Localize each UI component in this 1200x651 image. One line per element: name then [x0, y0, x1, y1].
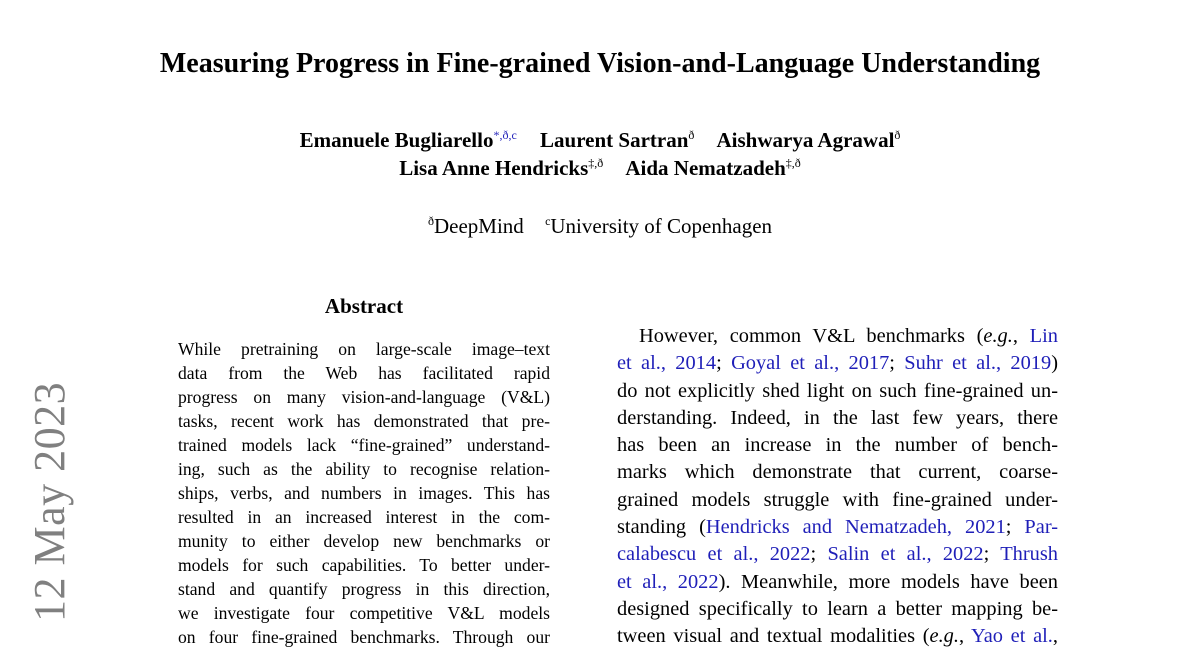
intro-line: do not explicitly shed light on such fine-grained un-	[617, 379, 1058, 402]
intro-line: designed specifically to learn a better mapping be-	[617, 597, 1058, 620]
author-name: Lisa Anne Hendricks	[399, 156, 589, 180]
citation-link[interactable]: Goyal et al., 2017	[731, 352, 890, 375]
intro-line: has been an increase in the number of bench-	[617, 434, 1058, 457]
abstract-line: resulted in an increased interest in the com-	[178, 507, 550, 527]
paper-title: Measuring Progress in Fine-grained Vision-and-Language Understanding	[159, 48, 1041, 79]
abstract-line: we investigate four competitive V&L models	[178, 603, 550, 623]
citation-link[interactable]: Salin et al., 2022	[827, 543, 984, 566]
abstract-line: tasks, recent work has demonstrated that pre-	[178, 411, 550, 431]
abstract-line: trained models lack “fine-grained” understand-	[178, 435, 550, 455]
author-block	[0, 126, 1200, 182]
abstract-line: progress on many vision-and-language (V&L)	[178, 387, 550, 407]
author-name: Laurent Sartran	[540, 128, 689, 152]
author-line-2	[0, 154, 1200, 182]
affiliations	[0, 212, 1200, 240]
author-affil-mark: ð	[688, 128, 695, 142]
intro-line: standing (Hendricks and Nematzadeh, 2021; Par-	[617, 516, 1058, 539]
intro-line: et al., 2022). Meanwhile, more models have been	[617, 570, 1058, 593]
abstract-line: ships, verbs, and numbers in images. This has	[178, 483, 550, 503]
citation-link[interactable]: Lin	[1029, 325, 1058, 347]
author-name: Emanuele Bugliarello	[299, 128, 494, 152]
intro-line: marks which demonstrate that current, coarse-	[617, 461, 1058, 484]
affil-name: DeepMind	[433, 214, 524, 238]
abstract-line: data from the Web has facilitated rapid	[178, 363, 550, 383]
citation-link[interactable]: et al., 2014	[617, 352, 717, 375]
intro-line: grained models struggle with fine-grained under-	[617, 488, 1058, 511]
citation-link[interactable]: Par-	[1024, 516, 1058, 539]
citation-link[interactable]: Thrush	[1000, 543, 1058, 566]
affil-name: University of Copenhagen	[550, 214, 773, 238]
author-name: Aida Nematzadeh	[625, 156, 786, 180]
citation-link[interactable]: calabescu et al., 2022	[617, 543, 811, 566]
intro-line: derstanding. Indeed, in the last few years, there	[617, 406, 1058, 429]
author-affil-mark: ð	[894, 128, 901, 142]
introduction-text	[617, 323, 1058, 651]
intro-line: et al., 2014; Goyal et al., 2017; Suhr et al., 2019)	[617, 352, 1058, 375]
intro-line: calabescu et al., 2022; Salin et al., 2022; Thrush	[617, 543, 1058, 566]
intro-line: However, common V&L benchmarks (e.g., Lin	[639, 325, 1058, 347]
citation-link[interactable]: et al., 2022	[617, 570, 719, 593]
abstract-line: on four fine-grained benchmarks. Through our	[178, 627, 550, 647]
citation-link[interactable]: Hendricks and Nematzadeh, 2021	[705, 516, 1006, 539]
citation-link[interactable]: Yao et al.	[971, 625, 1053, 648]
abstract-body	[178, 337, 550, 649]
abstract-line: While pretraining on large-scale image–text	[178, 339, 550, 359]
affil-mark: ð	[427, 214, 434, 228]
abstract-line: models for such capabilities. To better under-	[178, 555, 550, 575]
author-affil-mark: ‡,ð	[588, 156, 604, 170]
citation-link[interactable]: Suhr et al., 2019	[904, 352, 1052, 375]
abstract-heading: Abstract	[324, 294, 404, 318]
intro-line: tween visual and textual modalities (e.g., Yao et al.,	[617, 625, 1058, 648]
abstract-line: munity to either develop new benchmarks or	[178, 531, 550, 551]
affil-mark: c	[545, 214, 551, 228]
author-affil-mark: ‡,ð	[785, 156, 801, 170]
author-affil-mark: *,ð,c	[493, 128, 517, 142]
arxiv-date-stamp: 12 May 2023	[25, 381, 74, 622]
author-name: Aishwarya Agrawal	[716, 128, 895, 152]
abstract-line: stand and quantify progress in this direction,	[178, 579, 550, 599]
abstract-line: ing, such as the ability to recognise relation-	[178, 459, 550, 479]
author-line-1	[0, 126, 1200, 154]
